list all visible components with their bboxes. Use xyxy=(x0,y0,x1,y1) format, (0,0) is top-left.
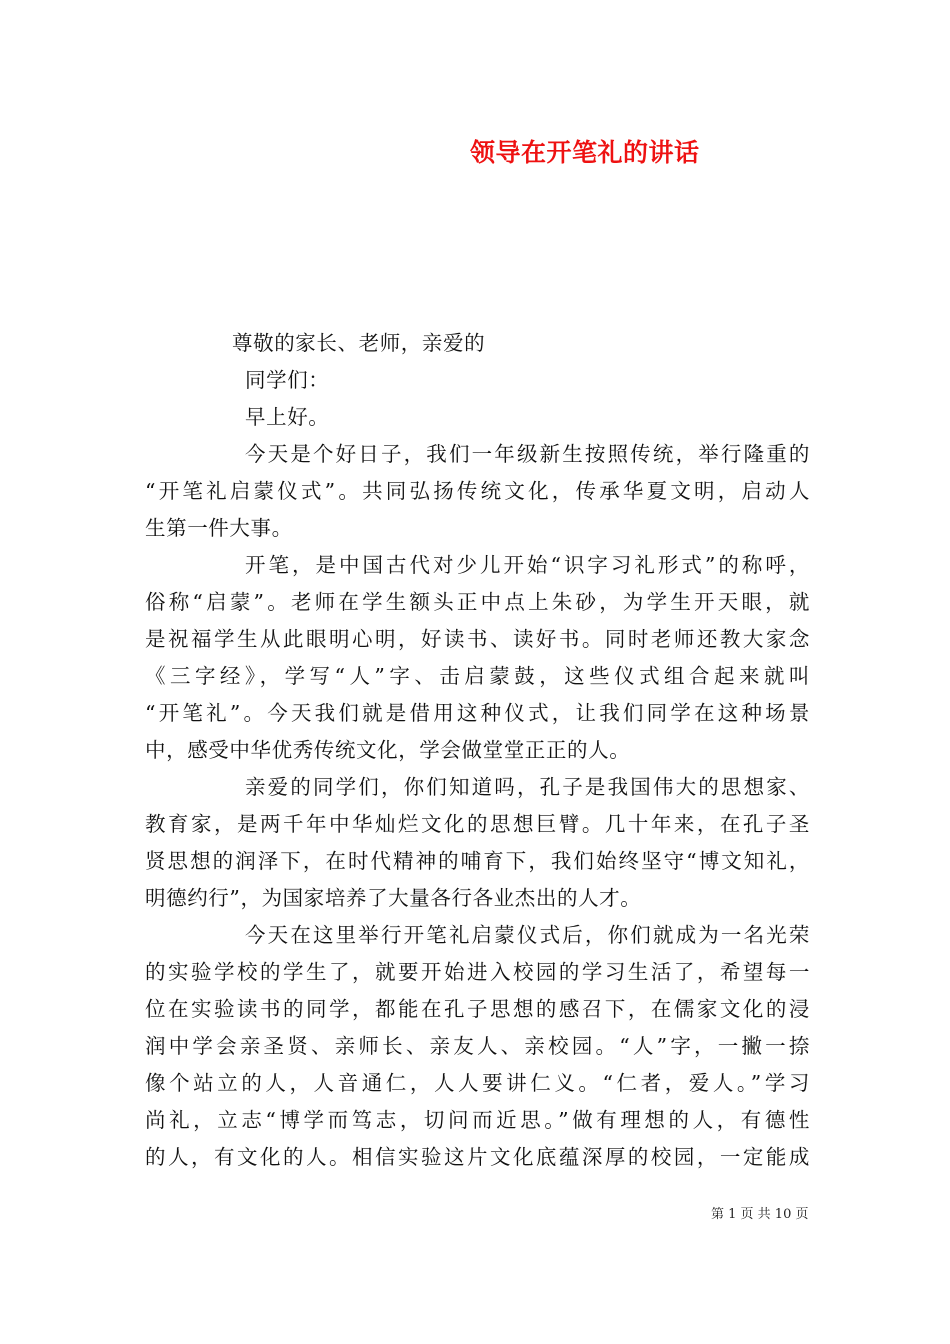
salutation-line: 尊敬的家长、老师，亲爱的 xyxy=(232,331,486,355)
paragraph-line: 贤思想的润泽下，在时代精神的哺育下，我们始终坚守“博文知礼， xyxy=(145,849,810,873)
paragraph-line: 今天在这里举行开笔礼启蒙仪式后，你们就成为一名光荣 xyxy=(245,923,810,947)
paragraph-line: “开笔礼”。今天我们就是借用这种仪式，让我们同学在这种场景 xyxy=(145,701,810,725)
greeting-line: 早上好。 xyxy=(245,405,330,429)
paragraph-line: 今天是个好日子，我们一年级新生按照传统，举行隆重的 xyxy=(245,442,810,466)
document-title: 领导在开笔礼的讲话 xyxy=(470,138,700,167)
paragraph-line: 的实验学校的学生了，就要开始进入校园的学习生活了，希望每一 xyxy=(145,960,810,984)
paragraph-line: 开笔，是中国古代对少儿开始“识字习礼形式”的称呼， xyxy=(245,553,810,577)
paragraph-line: 尚礼，立志“博学而笃志，切问而近思。”做有理想的人，有德性 xyxy=(145,1108,810,1132)
paragraph-line: 位在实验读书的同学，都能在孔子思想的感召下，在儒家文化的浸 xyxy=(145,997,810,1021)
paragraph-line: 俗称“启蒙”。老师在学生额头正中点上朱砂，为学生开天眼，就 xyxy=(145,590,810,614)
paragraph-line: 《三字经》，学写“人”字、击启蒙鼓，这些仪式组合起来就叫 xyxy=(145,664,810,688)
paragraph-line: 的人，有文化的人。相信实验这片文化底蕴深厚的校园，一定能成 xyxy=(145,1145,810,1169)
paragraph-line: “开笔礼启蒙仪式”。共同弘扬传统文化，传承华夏文明，启动人 xyxy=(145,479,810,503)
document-body xyxy=(145,325,810,1176)
paragraph-line: 生第一件大事。 xyxy=(145,516,293,540)
page-indicator: 第 1 页 共 10 页 xyxy=(711,1207,809,1222)
paragraph-line: 亲爱的同学们，你们知道吗，孔子是我国伟大的思想家、 xyxy=(245,775,810,799)
paragraph-line: 像个站立的人，人音通仁，人人要讲仁义。“仁者，爱人。”学习 xyxy=(145,1071,810,1095)
paragraph-line: 润中学会亲圣贤、亲师长、亲友人、亲校园。“人”字，一撇一捺 xyxy=(145,1034,810,1058)
salutation-line: 同学们： xyxy=(245,368,330,392)
paragraph-line: 明德约行”，为国家培养了大量各行各业杰出的人才。 xyxy=(145,886,642,910)
paragraph-line: 是祝福学生从此眼明心明，好读书、读好书。同时老师还教大家念 xyxy=(145,627,810,651)
paragraph-line: 教育家，是两千年中华灿烂文化的思想巨臂。几十年来，在孔子圣 xyxy=(145,812,810,836)
paragraph-line: 中，感受中华优秀传统文化，学会做堂堂正正的人。 xyxy=(145,738,631,762)
